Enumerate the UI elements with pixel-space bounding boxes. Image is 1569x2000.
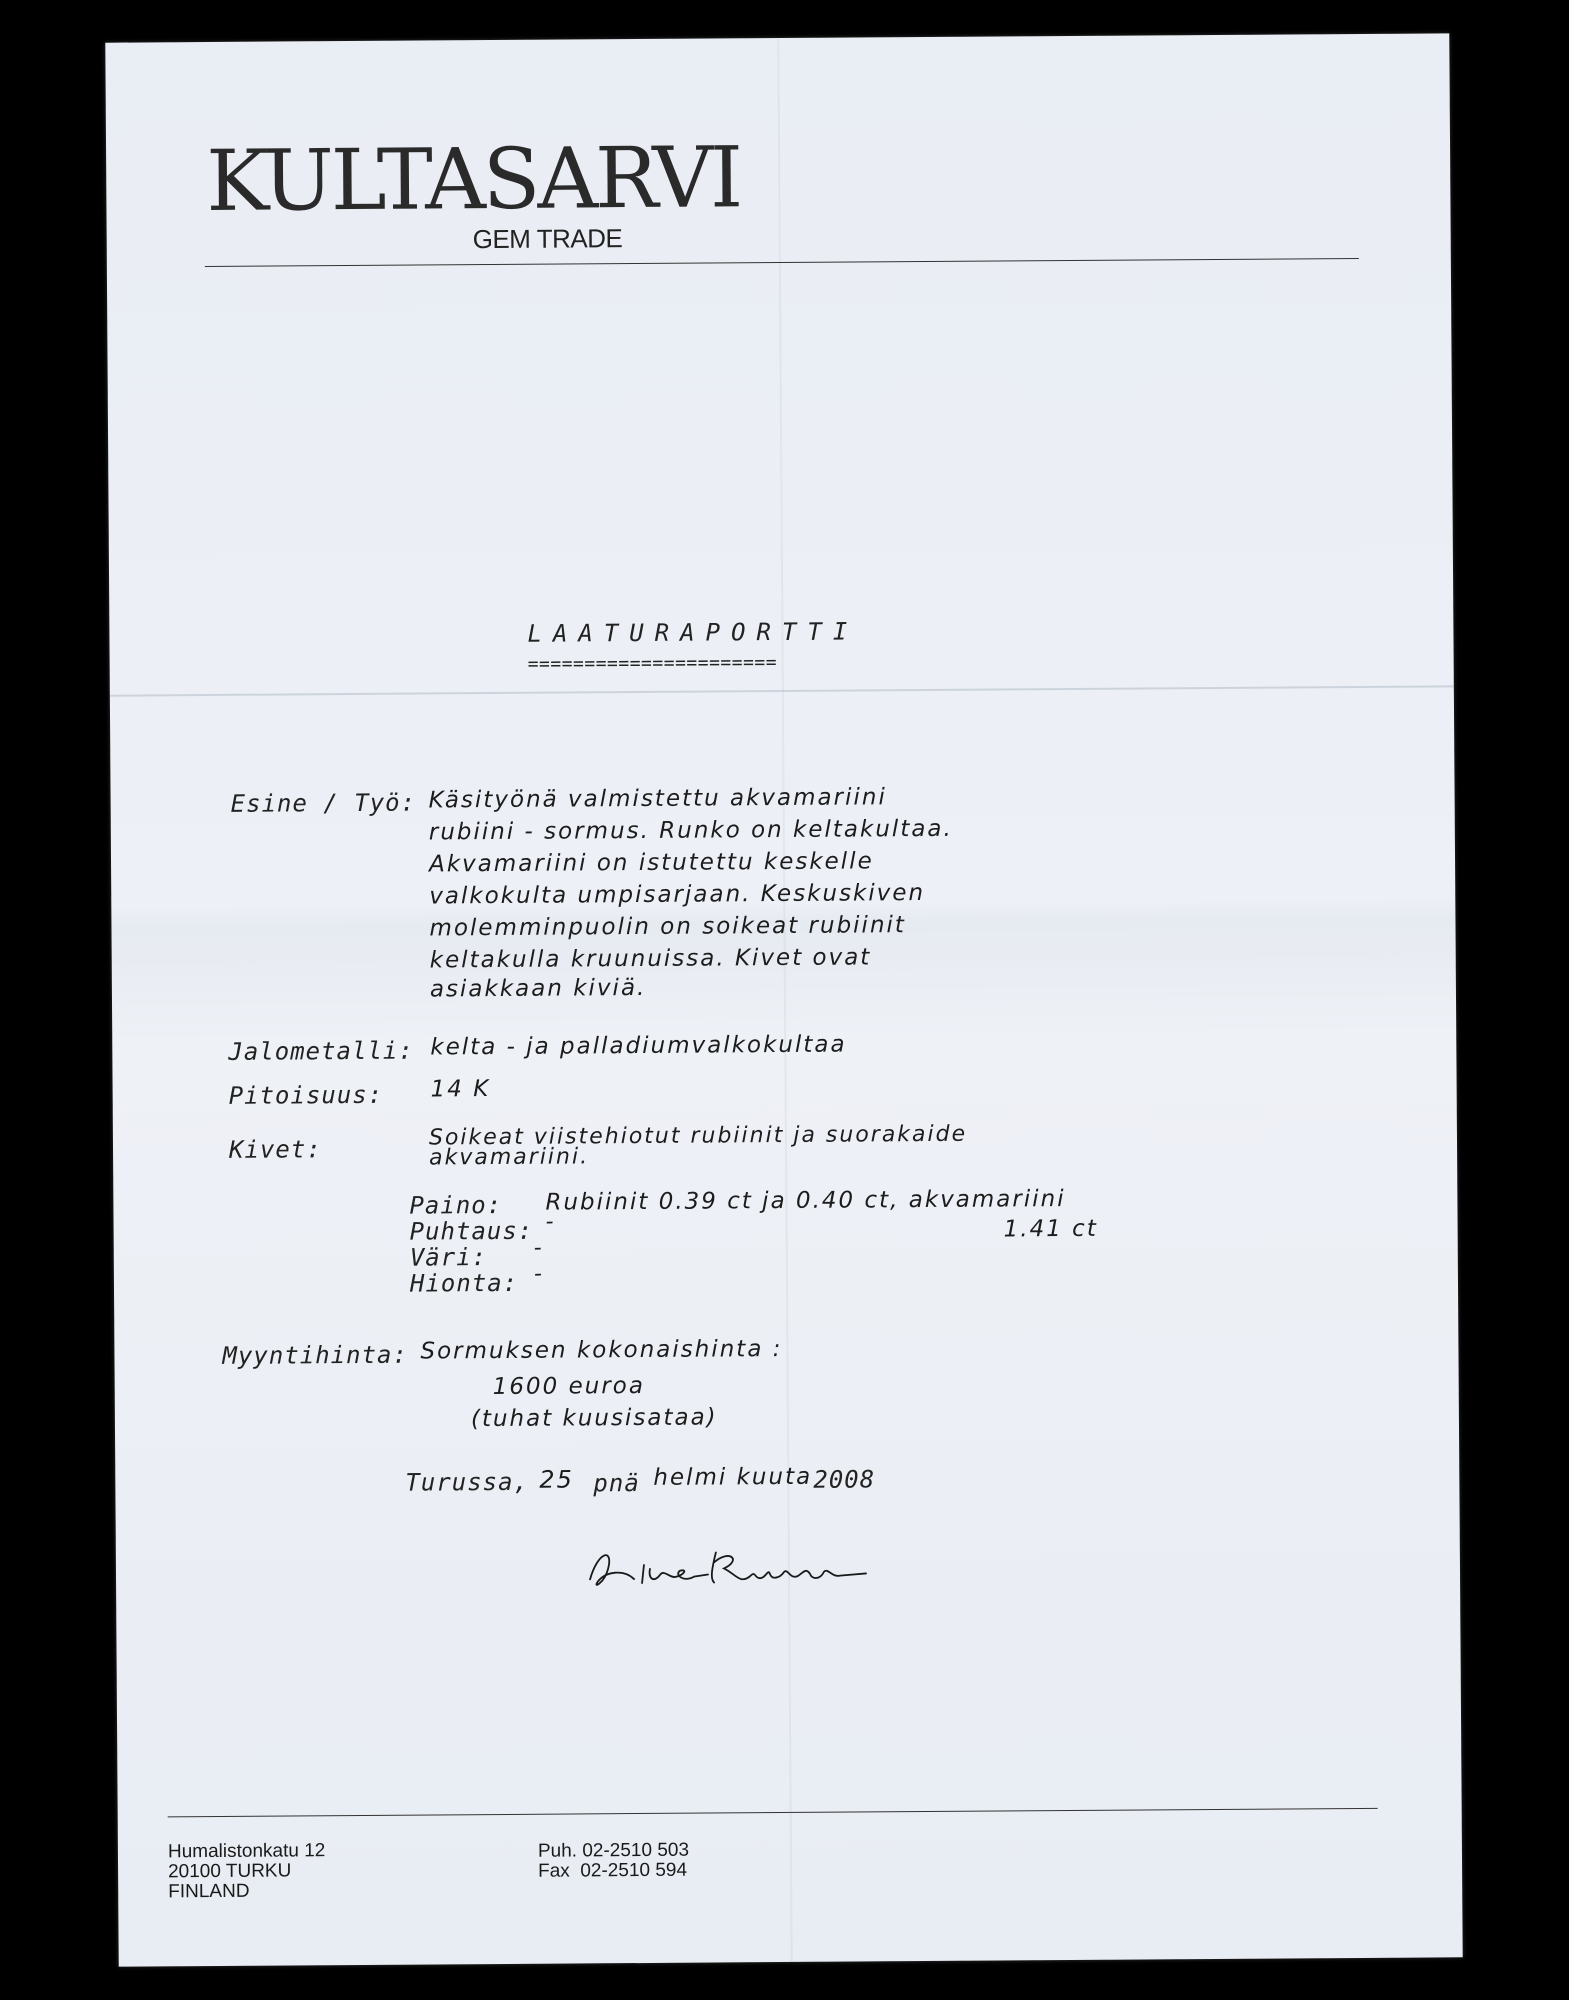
footer-address bbox=[168, 1841, 326, 1902]
hionta-label: Hionta: bbox=[409, 1268, 519, 1298]
kivet-label: Kivet: bbox=[228, 1135, 322, 1164]
address-line: 20100 TURKU bbox=[167, 1860, 292, 1883]
address-line: FINLAND bbox=[168, 1880, 250, 1903]
stone-details-labels bbox=[409, 1192, 533, 1297]
footer-rule bbox=[168, 1808, 1378, 1817]
esine-label: Esine / Työ: bbox=[230, 788, 417, 818]
paino-label: Paino: bbox=[409, 1190, 503, 1220]
myyntihinta-line-2: 1600 euroa bbox=[492, 1372, 645, 1401]
date-place: Turussa, bbox=[405, 1467, 530, 1497]
date-year: 2008 bbox=[813, 1465, 876, 1494]
date-suffix: pnä bbox=[593, 1469, 640, 1498]
address-line: Humalistonkatu 12 bbox=[167, 1840, 326, 1863]
logo-subtitle: GEM TRADE bbox=[472, 223, 623, 255]
esine-line: keltakulla kruunuissa. Kivet ovat bbox=[429, 944, 872, 974]
esine-line: rubiini - sormus. Runko on keltakultaa. bbox=[428, 815, 953, 846]
esine-line: Käsityönä valmistettu akvamariini bbox=[428, 784, 887, 814]
myyntihinta-line-3: (tuhat kuusisataa) bbox=[470, 1404, 718, 1433]
paino-value-continued: 1.41 ct bbox=[1003, 1215, 1098, 1243]
puhtaus-value: - bbox=[545, 1209, 556, 1235]
jalometalli-label: Jalometalli: bbox=[228, 1036, 414, 1066]
report-title-underline: ====================== bbox=[527, 652, 778, 675]
myyntihinta-label: Myyntihinta: bbox=[222, 1340, 408, 1370]
date-day: 25 bbox=[539, 1465, 574, 1494]
fax-number: Fax 02-2510 594 bbox=[538, 1859, 688, 1882]
document-page bbox=[105, 33, 1462, 1966]
signature bbox=[584, 1537, 874, 1599]
footer-contact bbox=[538, 1841, 689, 1882]
vari-value: - bbox=[533, 1235, 544, 1261]
company-logo bbox=[204, 109, 741, 262]
pitoisuus-label: Pitoisuus: bbox=[228, 1080, 384, 1110]
puhtaus-label: Puhtaus: bbox=[409, 1216, 534, 1246]
kivet-description bbox=[428, 1121, 968, 1171]
paino-value: Rubiinit 0.39 ct ja 0.40 ct, akvamariini bbox=[545, 1186, 1066, 1216]
kivet-line: Soikeat viistehiotut rubiinit ja suorakaide bbox=[428, 1121, 968, 1151]
report-title: LAATURAPORTTI bbox=[527, 617, 859, 648]
esine-description bbox=[428, 781, 953, 1003]
date-month: helmi kuuta bbox=[653, 1463, 813, 1491]
hionta-value: - bbox=[533, 1261, 544, 1287]
esine-line: asiakkaan kiviä. bbox=[429, 974, 647, 1003]
kivet-line: akvamariini. bbox=[429, 1144, 590, 1171]
esine-line: Akvamariini on istutettu keskelle bbox=[428, 848, 874, 878]
esine-line: molemminpuolin on soikeat rubiinit bbox=[429, 912, 906, 942]
phone-number: Puh. 02-2510 503 bbox=[537, 1839, 690, 1862]
vari-label: Väri: bbox=[409, 1243, 488, 1272]
jalometalli-value: kelta - ja palladiumvalkokultaa bbox=[430, 1031, 847, 1061]
myyntihinta-line-1: Sormuksen kokonaishinta : bbox=[420, 1336, 783, 1365]
esine-line: valkokulta umpisarjaan. Keskuskiven bbox=[429, 880, 926, 910]
pitoisuus-value: 14 K bbox=[430, 1076, 491, 1103]
logo-wordmark: KULTASARVI bbox=[205, 128, 741, 231]
